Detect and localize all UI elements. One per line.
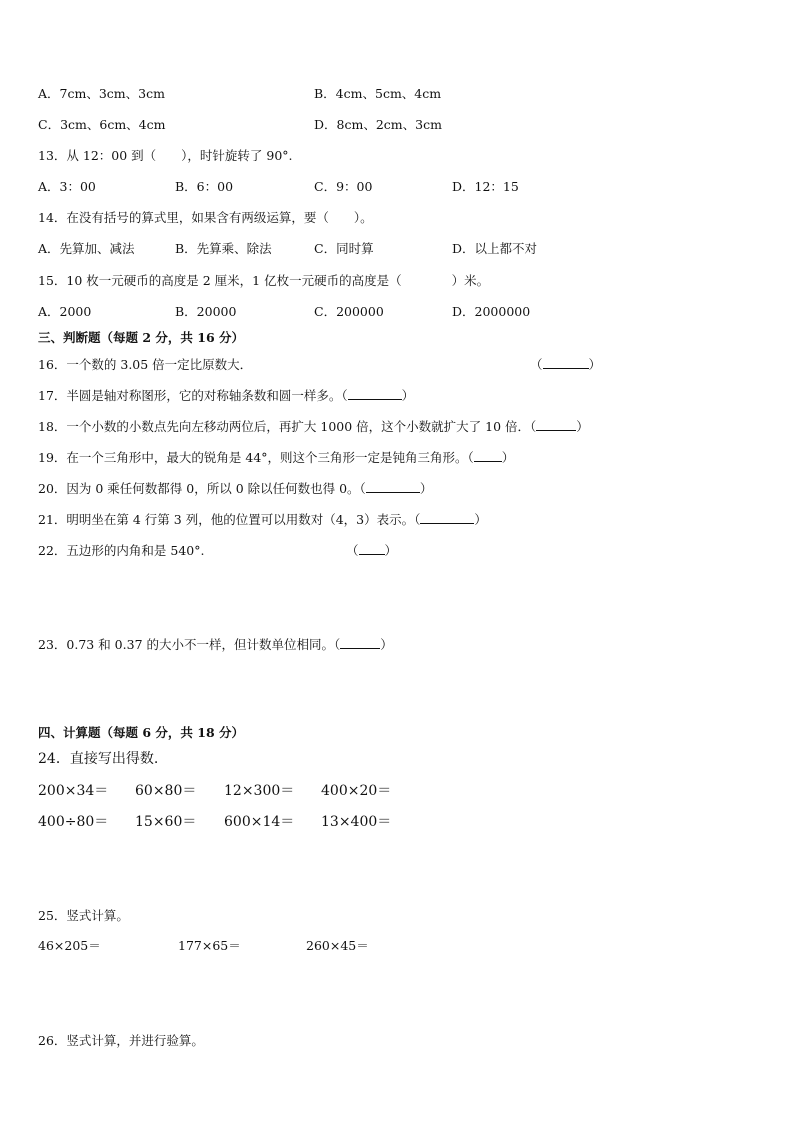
q15-option-a: A．2000 bbox=[38, 304, 92, 319]
q19 bbox=[38, 448, 514, 466]
q22 bbox=[38, 541, 204, 559]
q15-stem: 15．10 枚一元硬币的高度是 2 厘米，1 亿枚一元硬币的高度是（ ）米。 bbox=[38, 273, 490, 288]
q14-stem: 14．在没有括号的算式里，如果含有两级运算，要（ ）。 bbox=[38, 210, 373, 225]
q18-blank-line[interactable] bbox=[536, 419, 576, 431]
q24-stem: 24．直接写出得数. bbox=[38, 751, 159, 767]
q12-option-b: B．4cm、5cm、4cm bbox=[314, 86, 442, 101]
q19-paren-close: ） bbox=[501, 450, 515, 465]
q17-blank-line[interactable] bbox=[348, 388, 402, 400]
q24-item-8: 13×400＝ bbox=[321, 814, 392, 830]
q14-option-a: A．先算加、减法 bbox=[38, 241, 135, 256]
q16-blank-line[interactable] bbox=[543, 357, 589, 369]
q13-option-a: A．3：00 bbox=[38, 179, 96, 194]
q16-paren-close: ） bbox=[588, 357, 602, 372]
q13-option-c: C．9：00 bbox=[314, 179, 373, 194]
q24-item-3: 12×300＝ bbox=[224, 783, 295, 799]
q13-stem: 13．从 12：00 到（ ），时针旋转了 90°. bbox=[38, 148, 293, 163]
q14-option-b: B．先算乘、除法 bbox=[175, 241, 272, 256]
q22-blank-line[interactable] bbox=[359, 543, 385, 555]
q16-answer-blank[interactable] bbox=[530, 355, 601, 373]
q14-option-d: D．以上都不对 bbox=[452, 241, 538, 256]
q22-paren-close: ） bbox=[384, 543, 398, 558]
q23-stem: 23．0.73 和 0.37 的大小不一样，但计数单位相同。（ bbox=[38, 637, 341, 652]
q18 bbox=[38, 417, 589, 435]
q12-option-d: D．8cm、2cm、3cm bbox=[314, 117, 442, 132]
q18-stem: 18．一个小数的小数点先向左移动两位后，再扩大 1000 倍，这个小数就扩大了 10 倍．（ bbox=[38, 419, 537, 434]
q25-item-3: 260×45＝ bbox=[306, 938, 369, 953]
q21-stem: 21．明明坐在第 4 行第 3 列，他的位置可以用数对（4，3）表示。（ bbox=[38, 512, 421, 527]
q23 bbox=[38, 635, 393, 653]
q12-option-a: A．7cm、3cm、3cm bbox=[38, 86, 165, 101]
q24-item-5: 400÷80＝ bbox=[38, 814, 109, 830]
q20-stem: 20．因为 0 乘任何数都得 0，所以 0 除以任何数也得 0。（ bbox=[38, 481, 366, 496]
q24-item-4: 400×20＝ bbox=[321, 783, 392, 799]
q21-paren-close: ） bbox=[474, 512, 487, 527]
q19-stem: 19．在一个三角形中，最大的锐角是 44°，则这个三角形一定是钝角三角形。（ bbox=[38, 450, 474, 465]
section-3-title: 三、判断题（每题 2 分，共 16 分） bbox=[38, 330, 245, 345]
q15-option-d: D．2000000 bbox=[452, 304, 531, 319]
section-4-title: 四、计算题（每题 6 分，共 18 分） bbox=[38, 725, 245, 740]
q22-answer-blank[interactable] bbox=[346, 541, 397, 559]
q23-blank-line[interactable] bbox=[340, 637, 380, 649]
q22-paren-open: （ bbox=[346, 543, 359, 558]
q24-item-1: 200×34＝ bbox=[38, 783, 109, 799]
q21 bbox=[38, 510, 487, 528]
q24-item-6: 15×60＝ bbox=[135, 814, 197, 830]
q17-paren-close: ） bbox=[401, 388, 415, 403]
q24-item-7: 600×14＝ bbox=[224, 814, 295, 830]
q17 bbox=[38, 386, 414, 404]
q21-blank-line[interactable] bbox=[420, 512, 474, 524]
q22-stem: 22．五边形的内角和是 540°. bbox=[38, 543, 205, 558]
q25-item-1: 46×205＝ bbox=[38, 938, 101, 953]
q14-option-c: C．同时算 bbox=[314, 241, 374, 256]
q16-paren-open: （ bbox=[530, 357, 543, 372]
q26-stem: 26．竖式计算，并进行验算。 bbox=[38, 1033, 204, 1048]
q20-paren-close: ） bbox=[419, 481, 433, 496]
q16-stem: 16．一个数的 3.05 倍一定比原数大． bbox=[38, 357, 253, 372]
q12-option-c: C．3cm、6cm、4cm bbox=[38, 117, 166, 132]
q15-option-b: B．20000 bbox=[175, 304, 237, 319]
q23-paren-close: ） bbox=[380, 637, 393, 652]
q24-item-2: 60×80＝ bbox=[135, 783, 197, 799]
q19-blank-line[interactable] bbox=[474, 450, 502, 462]
q20-blank-line[interactable] bbox=[366, 481, 420, 493]
q17-stem: 17．半圆是轴对称图形，它的对称轴条数和圆一样多。（ bbox=[38, 388, 348, 403]
q18-paren-close: ） bbox=[576, 419, 589, 434]
q15-option-c: C．200000 bbox=[314, 304, 384, 319]
q20 bbox=[38, 479, 432, 497]
q25-stem: 25．竖式计算。 bbox=[38, 908, 129, 923]
q13-option-d: D．12：15 bbox=[452, 179, 519, 194]
q13-option-b: B．6：00 bbox=[175, 179, 234, 194]
q16 bbox=[38, 355, 252, 373]
q25-item-2: 177×65＝ bbox=[178, 938, 241, 953]
